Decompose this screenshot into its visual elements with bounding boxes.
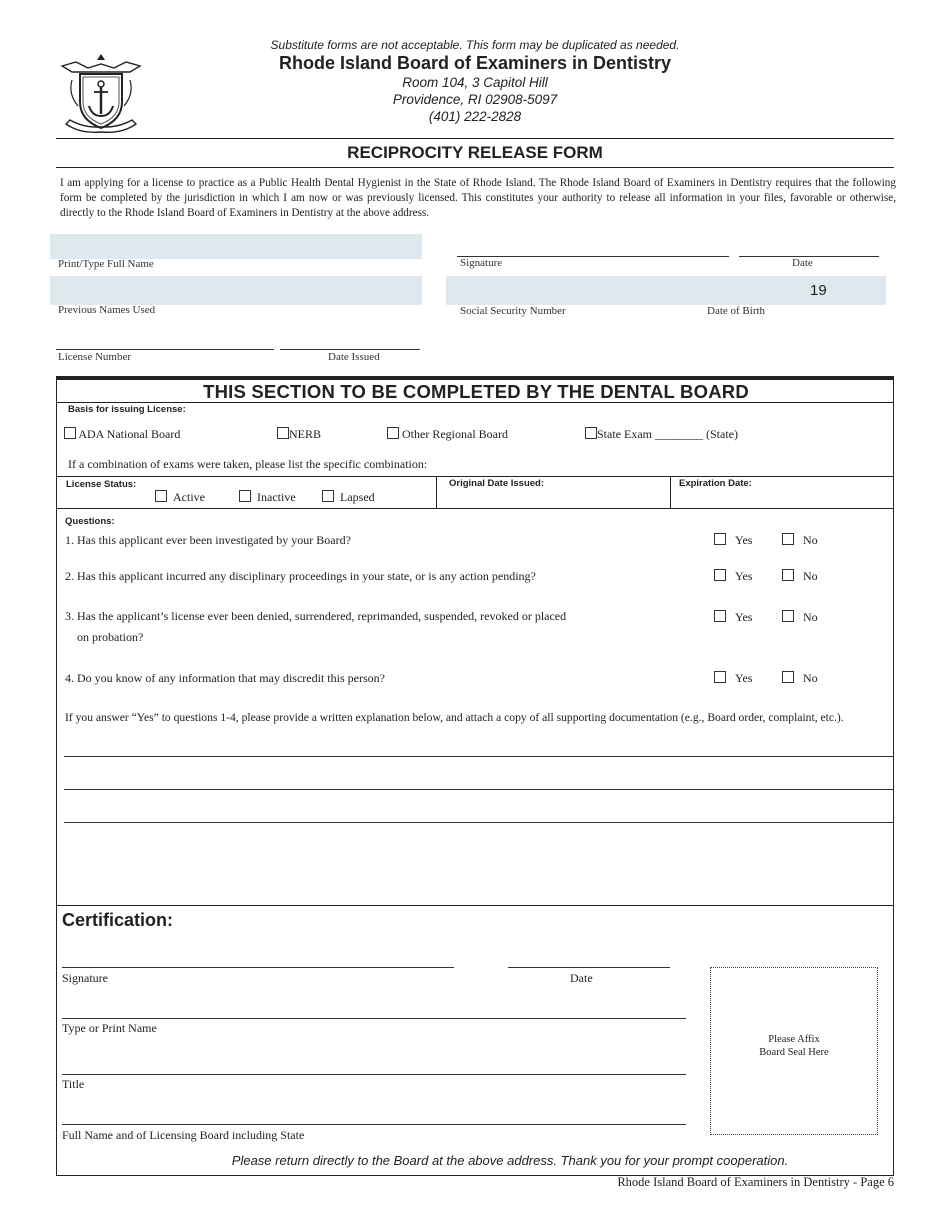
q2-yes-checkbox[interactable] [714,569,726,581]
status-inactive-checkbox[interactable] [239,490,251,502]
explanation-line-3[interactable] [64,822,893,823]
status-row-top-rule [56,476,894,477]
question-3: 3. Has the applicant’s license ever been denied, surrendered, reprimanded, suspended, revoked or placed [65,609,567,623]
header-rule [56,138,894,139]
q1-yes[interactable]: Yes [714,533,752,548]
ssn-label: Social Security Number [460,305,566,317]
applicant-date-label: Date [792,257,813,269]
status-divider-2 [670,476,671,508]
form-title: RECIPROCITY RELEASE FORM [347,143,603,162]
return-note: Please return directly to the Board at the above address. Thank you for your prompt cooperation. [231,1153,789,1168]
basis-state-checkbox[interactable] [585,427,597,439]
basis-ada-checkbox[interactable] [64,427,76,439]
q4-no[interactable]: No [782,671,818,686]
q3-yes[interactable]: Yes [714,610,752,625]
license-status-label: License Status: [66,479,137,490]
basis-nerb-checkbox[interactable] [277,427,289,439]
status-lapsed-checkbox[interactable] [322,490,334,502]
basis-state-option[interactable]: State Exam ________ (State) [585,427,738,442]
combination-text: If a combination of exams were taken, please list the specific combination: [68,457,428,471]
intro-paragraph: I am applying for a license to practice as a Public Health Dental Hygienist in the State of Rhode Island. The Rhode Island Board of Examiners in Dentistry requires that the following form be completed by the jurisdiction in which I am now or was previously licensed. This constitutes your authority to release all information in your files, favorable or otherwise, directly to the Rhode Island Board of Examiners in Dentistry at the above address. [60,177,896,219]
basis-label: Basis for issuing License: [68,404,186,415]
q2-yes[interactable]: Yes [714,569,752,584]
explanation-line-1[interactable] [64,756,893,757]
q3-yes-checkbox[interactable] [714,610,726,622]
status-divider-1 [436,476,437,508]
applicant-signature-label: Signature [460,257,503,269]
cert-title-line[interactable] [62,1074,686,1075]
question-4: 4. Do you know of any information that may discredit this person? [65,671,385,685]
date-issued-line[interactable] [280,349,420,350]
basis-regional-option[interactable]: Other Regional Board [387,427,508,442]
board-name: Rhode Island Board of Examiners in Dentistry [278,53,672,73]
board-section-title: THIS SECTION TO BE COMPLETED BY THE DENTAL BOARD [203,381,749,402]
basis-regional-checkbox[interactable] [387,427,399,439]
q4-no-checkbox[interactable] [782,671,794,683]
explanation-instructions: If you answer “Yes” to questions 1-4, please provide a written explanation below, and attach a copy of all supporting documentation (e.g., Board order, complaint, etc.). [65,711,844,724]
status-row-bottom-rule [56,508,894,509]
q3-no-checkbox[interactable] [782,610,794,622]
dob-field[interactable] [716,276,886,305]
board-phone: (401) 222-2828 [428,109,522,124]
question-1: 1. Has this applicant ever been investigated by your Board? [65,533,351,547]
status-inactive-option[interactable]: Inactive [239,490,296,505]
certification-title: Certification: [62,910,174,930]
seal-line-1: Please Affix [768,1034,820,1045]
page-footer: Rhode Island Board of Examiners in Dentistry - Page 6 [617,1175,894,1189]
dob-label: Date of Birth [707,305,766,317]
full-name-field[interactable] [50,234,422,259]
q2-no-checkbox[interactable] [782,569,794,581]
cert-signature-line[interactable] [62,967,454,968]
form-notice: Substitute forms are not acceptable. This form may be duplicated as needed. [270,38,680,52]
original-date-label: Original Date Issued: [449,478,545,489]
basis-ada-option[interactable]: ADA National Board [64,427,180,442]
seal-line-2: Board Seal Here [759,1047,829,1058]
ssn-field[interactable] [446,276,716,305]
certification-rule [56,905,894,906]
board-address-line2: Providence, RI 02908-5097 [392,92,558,107]
board-title-rule [56,402,894,403]
cert-print-name-label: Type or Print Name [62,1021,157,1035]
cert-date-label: Date [570,971,593,985]
question-3-cont: on probation? [77,630,144,644]
cert-signature-label: Signature [62,971,108,985]
cert-board-name-line[interactable] [62,1124,686,1125]
seal-instructions [710,1033,878,1059]
expiration-date-label: Expiration Date: [679,478,752,489]
q4-yes[interactable]: Yes [714,671,752,686]
questions-label: Questions: [65,516,115,527]
q4-yes-checkbox[interactable] [714,671,726,683]
status-active-checkbox[interactable] [155,490,167,502]
cert-title-label: Title [62,1077,85,1091]
cert-date-line[interactable] [508,967,670,968]
license-number-line[interactable] [56,349,274,350]
previous-names-field[interactable] [50,276,422,305]
basis-nerb-option[interactable]: NERB [277,427,321,442]
previous-names-label: Previous Names Used [58,304,156,316]
title-rule [56,167,894,168]
dob-year-prefix: 19 [810,282,827,299]
date-issued-label: Date Issued [328,351,380,363]
status-lapsed-option[interactable]: Lapsed [322,490,375,505]
q1-yes-checkbox[interactable] [714,533,726,545]
explanation-line-2[interactable] [64,789,893,790]
q3-no[interactable]: No [782,610,818,625]
question-2: 2. Has this applicant incurred any disciplinary proceedings in your state, or is any action pending? [65,569,536,583]
license-number-label: License Number [58,351,131,363]
state-seal-logo [58,50,144,136]
status-active-option[interactable]: Active [155,490,205,505]
q1-no[interactable]: No [782,533,818,548]
cert-print-name-line[interactable] [62,1018,686,1019]
q2-no[interactable]: No [782,569,818,584]
cert-board-name-label: Full Name and of Licensing Board including State [62,1128,305,1142]
board-address-line1: Room 104, 3 Capitol Hill [402,75,548,90]
q1-no-checkbox[interactable] [782,533,794,545]
full-name-label: Print/Type Full Name [58,258,154,270]
